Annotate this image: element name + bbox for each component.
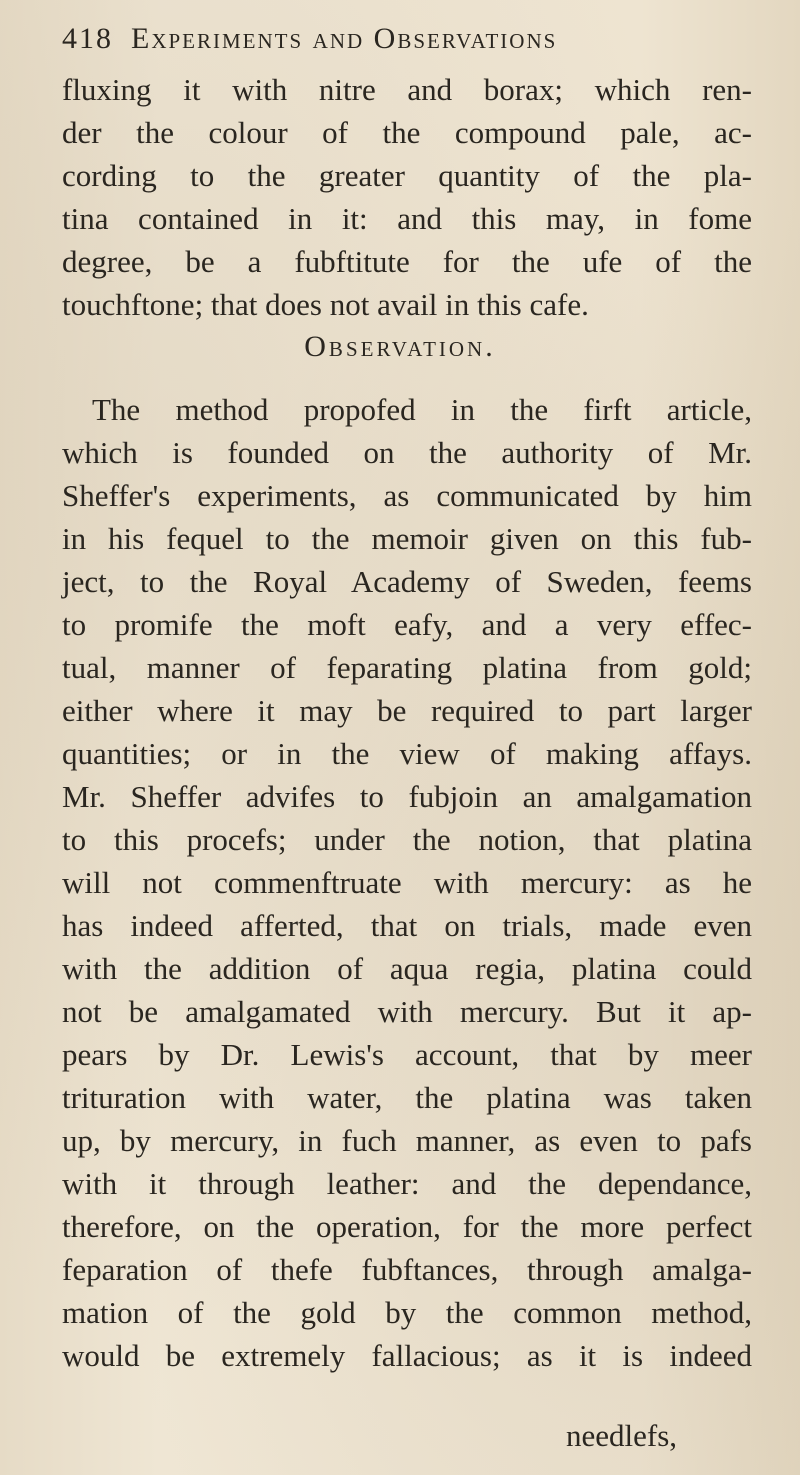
text-line: touchftone; that does not avail in this cafe. — [62, 287, 589, 322]
text-line: Mr. Sheffer advifes to fubjoin an amalgamation — [62, 779, 752, 814]
text-line: with it through leather: and the dependance, — [62, 1166, 752, 1201]
text-line: cording to the greater quantity of the pla- — [62, 158, 752, 193]
text-line: Sheffer's experiments, as communicated by him — [62, 478, 752, 513]
text-line: would be extremely fallacious; as it is indeed — [62, 1338, 752, 1373]
text-line: will not commenftruate with mercury: as he — [62, 865, 752, 900]
page-number: 418 — [62, 22, 113, 55]
intro-paragraph — [62, 68, 752, 326]
text-line: der the colour of the compound pale, ac- — [62, 115, 752, 150]
catchword: needlefs, — [566, 1418, 678, 1453]
text-line: degree, be a fubftitute for the ufe of the — [62, 244, 752, 279]
text-line: to promife the moft eafy, and a very effec- — [62, 607, 752, 642]
text-line: either where it may be required to part larger — [62, 693, 752, 728]
text-line: quantities; or in the view of making affays. — [62, 736, 752, 771]
text-line: feparation of thefe fubftances, through amalga- — [62, 1252, 752, 1287]
running-head — [62, 22, 702, 66]
text-line: has indeed afferted, that on trials, made even — [62, 908, 752, 943]
text-line: ject, to the Royal Academy of Sweden, feems — [62, 564, 752, 599]
text-line: The method propofed in the firft article, — [92, 392, 752, 427]
text-line: therefore, on the operation, for the more perfect — [62, 1209, 752, 1244]
text-line: up, by mercury, in fuch manner, as even to pafs — [62, 1123, 752, 1158]
text-line: fluxing it with nitre and borax; which ren- — [62, 72, 752, 107]
text-line: pears by Dr. Lewis's account, that by meer — [62, 1037, 752, 1072]
section-heading: Observation. — [304, 330, 496, 363]
text-line: tina contained in it: and this may, in fome — [62, 201, 752, 236]
text-line: in his fequel to the memoir given on this fub- — [62, 521, 752, 556]
observation-paragraph — [62, 388, 752, 1377]
text-line: to this procefs; under the notion, that platina — [62, 822, 752, 857]
running-title: Experiments and Observations — [131, 22, 558, 55]
text-line: which is founded on the authority of Mr. — [62, 435, 752, 470]
text-line: trituration with water, the platina was taken — [62, 1080, 752, 1115]
text-line: mation of the gold by the common method, — [62, 1295, 752, 1330]
text-line: with the addition of aqua regia, platina could — [62, 951, 752, 986]
text-line: not be amalgamated with mercury. But it ap- — [62, 994, 752, 1029]
text-line: tual, manner of feparating platina from gold; — [62, 650, 752, 685]
